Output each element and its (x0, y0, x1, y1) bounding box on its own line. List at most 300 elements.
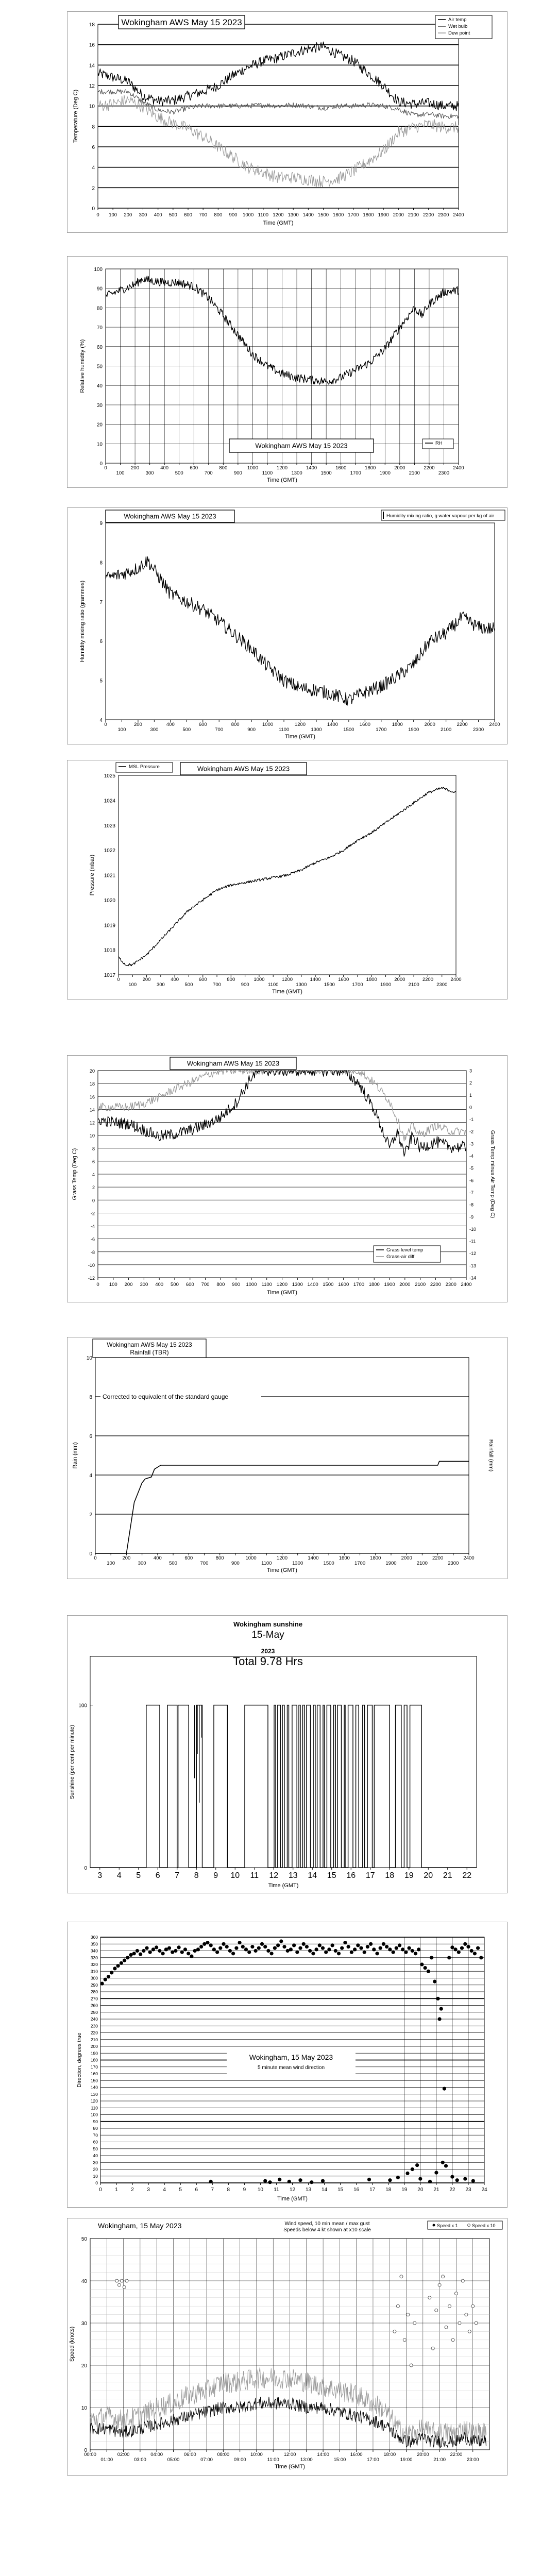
y-tick-label: 10 (96, 442, 103, 448)
x-tick-label: 800 (227, 977, 235, 982)
chart-title-group (229, 439, 374, 452)
direction-point (263, 1945, 267, 1948)
legend-label: MSL Pressure (129, 764, 160, 770)
y-tick-label: 18 (89, 1081, 95, 1087)
direction-point (463, 2177, 467, 2181)
direction-point (318, 1943, 322, 1947)
y-tick-label: 4 (89, 1473, 92, 1479)
x-tick-label: 1600 (333, 212, 344, 218)
x-tick-label: 5 (179, 2187, 182, 2193)
y2-axis-label: Rainfall (mm) (488, 1439, 494, 1472)
speed-marker (475, 2321, 478, 2325)
y-tick-label: 20 (89, 1069, 95, 1074)
chart-svg-6 (67, 1337, 508, 1579)
x-tick-label: 1500 (323, 1561, 334, 1566)
x-tick-label: 300 (150, 727, 159, 733)
chart-title-group (106, 510, 234, 522)
x-tick-label: 1700 (353, 1282, 365, 1287)
speed-marker (407, 2313, 410, 2316)
chart-title: Wokingham AWS May 15 2023 (121, 18, 242, 28)
y-tick-label: 10 (93, 2173, 98, 2179)
x-tick-label: 2300 (448, 1561, 459, 1566)
chart-panel-3 (67, 507, 508, 744)
x-axis-label: Time (GMT) (272, 989, 302, 995)
x-tick-label: 2100 (409, 470, 420, 476)
x-tick-label: 1900 (408, 727, 419, 733)
x-tick-label: 2000 (399, 1282, 411, 1287)
y-axis-label: Temperature (Deg C) (73, 89, 79, 143)
direction-point (447, 1956, 451, 1959)
x-tick-label: 2000 (394, 465, 405, 471)
y-tick-label: -4 (90, 1224, 95, 1229)
y2-axis-label: Grass Temp minus Air Temp (Deg C) (489, 1130, 496, 1218)
chart-svg-2 (67, 256, 508, 488)
y-tick-label: 1022 (104, 848, 115, 854)
y-tick-label: 10 (86, 1355, 92, 1361)
y2-tick-label: 3 (469, 1068, 472, 1074)
chart-svg-9 (67, 2218, 508, 2476)
x-tick-label: 17 (365, 1871, 375, 1880)
x-tick-label: 1800 (368, 1282, 380, 1287)
x-tick-label: 10 (230, 1871, 240, 1880)
x-tick-label: 16 (346, 1871, 356, 1880)
x-tick-label: 500 (175, 470, 183, 476)
y-tick-label: 40 (81, 2279, 87, 2284)
x-tick-label: 2400 (453, 465, 464, 471)
y-tick-label: 300 (90, 1975, 98, 1981)
direction-point (155, 1945, 158, 1949)
direction-point (273, 1946, 277, 1950)
y2-tick-label: -8 (469, 1202, 474, 1208)
x-tick-label: 100 (109, 1282, 117, 1287)
x-tick-label: 14 (308, 1871, 317, 1880)
chart-panel-1 (67, 11, 508, 233)
y2-tick-label: -2 (469, 1129, 474, 1134)
y-tick-label: 8 (92, 124, 95, 130)
y-tick-label: 350 (90, 1941, 98, 1947)
x-tick-label: 20 (424, 1871, 433, 1880)
x-tick-label: 1200 (294, 722, 306, 727)
direction-point (340, 1946, 344, 1950)
x-tick-label: 2000 (393, 212, 404, 218)
x-tick-label: 18:00 (383, 2452, 396, 2458)
direction-point (206, 1941, 209, 1944)
x-tick-label: 1800 (370, 1555, 381, 1561)
direction-point (254, 1949, 258, 1953)
direction-point (292, 1943, 296, 1947)
x-axis-label: Time (GMT) (263, 220, 294, 226)
x-tick-label: 100 (107, 1561, 115, 1566)
direction-point (104, 1978, 107, 1981)
direction-point (190, 1955, 193, 1958)
x-tick-label: 2200 (422, 977, 433, 982)
x-tick-label: 1100 (267, 982, 279, 988)
y-tick-label: 8 (92, 1146, 95, 1151)
y2-tick-label: -4 (469, 1154, 474, 1159)
x-tick-label: 4 (116, 1871, 122, 1880)
speed-marker (451, 2338, 454, 2342)
y-tick-label: 130 (90, 2091, 98, 2097)
y-tick-label: 70 (96, 325, 103, 331)
y-tick-label: 230 (90, 2023, 98, 2029)
direction-point (268, 2180, 272, 2184)
direction-point (209, 1943, 213, 1947)
direction-point (276, 1943, 280, 1947)
x-tick-label: 15 (327, 1871, 336, 1880)
legend (428, 2221, 502, 2229)
x-tick-label: 9 (243, 2187, 246, 2193)
x-axis-label: Time (GMT) (275, 2464, 305, 2470)
speed-marker (396, 2304, 399, 2308)
direction-point (466, 1945, 470, 1948)
speed-marker (471, 2304, 475, 2308)
x-tick-label: 22 (462, 1871, 472, 1880)
direction-point (434, 2171, 438, 2175)
direction-point (298, 2178, 302, 2182)
x-tick-label: 300 (140, 1282, 148, 1287)
chart-title: Wokingham AWS May 15 2023 (187, 1059, 280, 1067)
speed-marker (442, 2275, 445, 2278)
direction-point (123, 1959, 126, 1962)
x-tick-label: 01:00 (100, 2457, 113, 2463)
direction-point (398, 1943, 401, 1947)
y-tick-label: 50 (96, 364, 103, 370)
direction-point (164, 1947, 168, 1951)
legend (435, 15, 492, 39)
direction-point (411, 2167, 414, 2171)
y-tick-label: 1023 (104, 823, 115, 829)
direction-point (369, 1942, 373, 1946)
direction-point (366, 1945, 369, 1948)
direction-point (180, 1951, 184, 1954)
direction-point (471, 2179, 475, 2182)
x-axis-label: Time (GMT) (267, 1290, 297, 1296)
y-tick-label: 360 (90, 1935, 98, 1940)
x-tick-label: 06:00 (183, 2452, 196, 2458)
x-tick-label: 1800 (366, 977, 377, 982)
x-tick-label: 0 (96, 1282, 99, 1287)
x-tick-label: 1200 (281, 977, 293, 982)
direction-point (132, 1952, 136, 1955)
direction-point (222, 1942, 225, 1946)
y-tick-label: 0 (89, 1551, 92, 1557)
direction-point (209, 2180, 213, 2183)
x-tick-label: 1700 (352, 982, 363, 988)
x-tick-label: 2200 (432, 1555, 444, 1561)
x-tick-label: 2200 (457, 722, 468, 727)
speed-marker (468, 2330, 471, 2333)
direction-point (454, 1947, 458, 1951)
x-tick-label: 400 (154, 212, 162, 218)
direction-point (289, 1947, 293, 1951)
direction-point (126, 1956, 129, 1959)
x-tick-label: 5 (136, 1871, 141, 1880)
chart-subtitle: 15-May (251, 1630, 284, 1640)
y-tick-label: 240 (90, 2016, 98, 2022)
x-tick-label: 800 (216, 1282, 225, 1287)
y-axis-label: Speed (knots) (69, 2326, 75, 2362)
chart-svg-5 (67, 1055, 508, 1302)
direction-point (282, 1945, 286, 1948)
x-tick-label: 1200 (276, 1282, 288, 1287)
direction-point (382, 1942, 385, 1946)
chart-svg-8 (67, 1922, 508, 2208)
x-tick-label: 400 (153, 1555, 162, 1561)
x-tick-label: 23 (465, 2187, 471, 2193)
x-tick-label: 09:00 (233, 2457, 246, 2463)
y-axis-label: Rain (mm) (72, 1442, 78, 1469)
direction-point (302, 1942, 306, 1946)
direction-point (151, 1947, 155, 1951)
x-tick-label: 100 (116, 470, 125, 476)
x-tick-label: 15 (337, 2187, 344, 2193)
direction-point (388, 2178, 392, 2182)
direction-point (116, 1964, 120, 1968)
direction-point (334, 1949, 337, 1953)
y2-tick-label: -5 (469, 1165, 474, 1171)
direction-point (234, 1946, 238, 1950)
legend (381, 510, 505, 520)
direction-point (202, 1942, 206, 1946)
y-tick-label: 0 (92, 1198, 95, 1204)
y-tick-label: 70 (93, 2132, 98, 2138)
x-tick-label: 1600 (335, 465, 347, 471)
x-tick-label: 300 (145, 470, 154, 476)
direction-point (388, 1947, 392, 1951)
chart-title: Wokingham, 15 May 2023 (249, 2053, 333, 2061)
x-tick-label: 500 (169, 1561, 177, 1566)
y-tick-label: 12 (89, 1120, 95, 1126)
direction-point (430, 1956, 433, 1959)
y-tick-label: 2 (92, 1185, 95, 1191)
direction-point (263, 2179, 267, 2182)
direction-point (310, 2180, 313, 2184)
direction-point (295, 1951, 299, 1954)
direction-point (321, 1946, 325, 1950)
x-tick-label: 2400 (463, 1555, 475, 1561)
direction-point (450, 1945, 454, 1949)
direction-point (433, 1980, 436, 1984)
x-tick-label: 1900 (378, 212, 389, 218)
direction-point (337, 1952, 341, 1955)
y-tick-label: 150 (90, 2078, 98, 2083)
x-tick-label: 13 (305, 2187, 312, 2193)
x-tick-label: 400 (166, 722, 175, 727)
direction-point (408, 1946, 411, 1950)
y2-tick-label: 1 (469, 1092, 472, 1098)
x-tick-label: 100 (109, 212, 117, 218)
x-tick-label: 1500 (320, 470, 332, 476)
x-tick-label: 1300 (296, 982, 307, 988)
y-tick-label: 6 (89, 1434, 92, 1439)
legend-label: Dew point (448, 30, 470, 36)
speed-marker (461, 2279, 464, 2282)
y-tick-label: 20 (81, 2363, 87, 2369)
x-tick-label: 22:00 (450, 2452, 463, 2458)
y-tick-label: 0 (92, 206, 95, 212)
y-tick-label: 80 (93, 2126, 98, 2131)
x-tick-label: 800 (219, 465, 228, 471)
speed-marker (458, 2321, 461, 2325)
x-tick-label: 2100 (415, 1282, 426, 1287)
x-tick-label: 2000 (394, 977, 405, 982)
direction-point (324, 1951, 328, 1954)
x-tick-label: 2200 (430, 1282, 441, 1287)
x-tick-label: 19:00 (400, 2457, 413, 2463)
y-tick-label: 14 (89, 1107, 95, 1113)
direction-point (367, 2178, 371, 2181)
x-tick-label: 2100 (416, 1561, 428, 1566)
x-tick-label: 1300 (292, 1282, 303, 1287)
direction-point (463, 1942, 467, 1946)
chart-frame (67, 1337, 508, 1579)
y-tick-label: 0 (99, 461, 103, 467)
x-tick-label: 600 (190, 465, 198, 471)
x-tick-label: 3 (97, 1871, 103, 1880)
x-tick-label: 300 (139, 212, 147, 218)
speed-marker (438, 2283, 441, 2286)
y-tick-label: 16 (89, 1094, 95, 1100)
chart-title: Wokingham AWS May 15 2023 (197, 765, 290, 773)
y-tick-label: 270 (90, 1996, 98, 2002)
y-tick-label: 1024 (104, 798, 115, 804)
x-tick-label: 11:00 (267, 2457, 279, 2463)
legend (374, 1246, 441, 1262)
x-tick-label: 900 (232, 1282, 241, 1287)
x-tick-label: 1900 (384, 1282, 395, 1287)
x-tick-label: 700 (201, 1282, 210, 1287)
direction-point (139, 1953, 142, 1956)
x-tick-label: 1 (115, 2187, 118, 2193)
direction-point (428, 2180, 432, 2183)
x-tick-label: 10:00 (250, 2452, 263, 2458)
x-tick-label: 1000 (245, 1555, 257, 1561)
y-tick-label: 4 (92, 165, 95, 171)
x-axis-label: Time (GMT) (267, 477, 297, 483)
y-tick-label: 18 (89, 22, 95, 28)
x-tick-label: 1300 (292, 1561, 303, 1566)
chart-panel-6 (67, 1337, 508, 1579)
direction-point (148, 1951, 152, 1954)
direction-point (385, 1945, 388, 1948)
x-tick-label: 7 (175, 1871, 180, 1880)
x-tick-label: 04:00 (150, 2452, 163, 2458)
x-tick-label: 17 (369, 2187, 376, 2193)
y2-tick-label: -14 (469, 1275, 477, 1281)
direction-point (308, 1949, 312, 1953)
direction-point (315, 1947, 318, 1951)
x-tick-label: 0 (94, 1555, 97, 1561)
speed-marker (125, 2279, 128, 2282)
x-tick-label: 200 (133, 722, 142, 727)
x-tick-label: 800 (231, 722, 240, 727)
speed-marker (445, 2326, 448, 2329)
direction-point (411, 1949, 414, 1953)
y-tick-label: 100 (94, 267, 103, 273)
y-axis-label: Relative humidity (%) (79, 339, 86, 393)
x-tick-label: 400 (160, 465, 169, 471)
x-tick-label: 1100 (261, 1282, 272, 1287)
direction-point (174, 1949, 177, 1953)
y-tick-label: 8 (99, 560, 103, 566)
direction-point (260, 1942, 264, 1946)
direction-point (311, 1952, 315, 1955)
direction-point (331, 1943, 334, 1947)
speed-marker (448, 2304, 451, 2308)
x-tick-label: 03:00 (133, 2457, 146, 2463)
y-tick-label: -2 (90, 1211, 95, 1216)
x-tick-label: 1500 (324, 982, 335, 988)
chart-panel-8 (67, 1922, 508, 2208)
direction-point (353, 1947, 357, 1951)
y-tick-label: 40 (96, 383, 103, 389)
direction-point (266, 1949, 270, 1953)
x-tick-label: 700 (215, 727, 224, 733)
x-tick-label: 1900 (380, 982, 392, 988)
chart-panel-5 (67, 1055, 508, 1302)
speed-marker (393, 2330, 396, 2333)
direction-point (343, 1941, 347, 1944)
y-tick-label: 7 (99, 599, 103, 605)
y-tick-label: 6 (99, 639, 103, 645)
direction-point (417, 1947, 420, 1951)
y-tick-label: 16 (89, 42, 95, 48)
x-tick-label: 1300 (288, 212, 299, 218)
x-tick-label: 8 (227, 2187, 230, 2193)
direction-point (278, 2178, 281, 2181)
x-tick-label: 1600 (338, 1282, 349, 1287)
x-tick-label: 400 (155, 1282, 164, 1287)
y-tick-label: 10 (89, 1133, 95, 1139)
x-tick-label: 500 (168, 212, 177, 218)
y-tick-label: 8 (89, 1395, 92, 1400)
x-axis-label: Time (GMT) (268, 1883, 299, 1889)
direction-point (177, 1945, 181, 1949)
direction-point (379, 1946, 382, 1950)
y2-tick-label: -9 (469, 1214, 474, 1220)
x-tick-label: 1100 (278, 727, 290, 733)
speed-marker (410, 2364, 413, 2367)
chart-panel-7 (67, 1615, 508, 1893)
x-tick-label: 700 (204, 470, 213, 476)
direction-point (231, 1952, 235, 1955)
x-tick-label: 1100 (262, 470, 273, 476)
x-tick-label: 2300 (436, 982, 448, 988)
x-tick-label: 1400 (327, 722, 338, 727)
x-tick-label: 1300 (311, 727, 322, 733)
y-tick-label: 1018 (104, 947, 115, 954)
direction-point (427, 1970, 430, 1973)
x-tick-label: 800 (214, 212, 223, 218)
y-tick-label: 6 (92, 145, 95, 150)
y-tick-label: -10 (88, 1262, 95, 1268)
y-tick-label: 190 (90, 2050, 98, 2056)
x-tick-label: 1500 (317, 212, 329, 218)
y2-tick-label: -12 (469, 1251, 477, 1257)
chart-svg-7 (67, 1615, 508, 1893)
direction-point (196, 1947, 200, 1951)
x-tick-label: 0 (104, 722, 107, 727)
y-axis-label: Grass Temp (Deg C) (72, 1148, 78, 1200)
direction-point (257, 1946, 261, 1950)
y-tick-label: 140 (90, 2084, 98, 2090)
chart-title: Wokingham sunshine (233, 1620, 303, 1628)
speed-marker (454, 2292, 458, 2295)
direction-point (455, 2178, 459, 2182)
annotation: Corrected to equivalent of the standard gauge (103, 1393, 229, 1400)
x-tick-label: 4 (163, 2187, 166, 2193)
direction-point (100, 1982, 104, 1986)
